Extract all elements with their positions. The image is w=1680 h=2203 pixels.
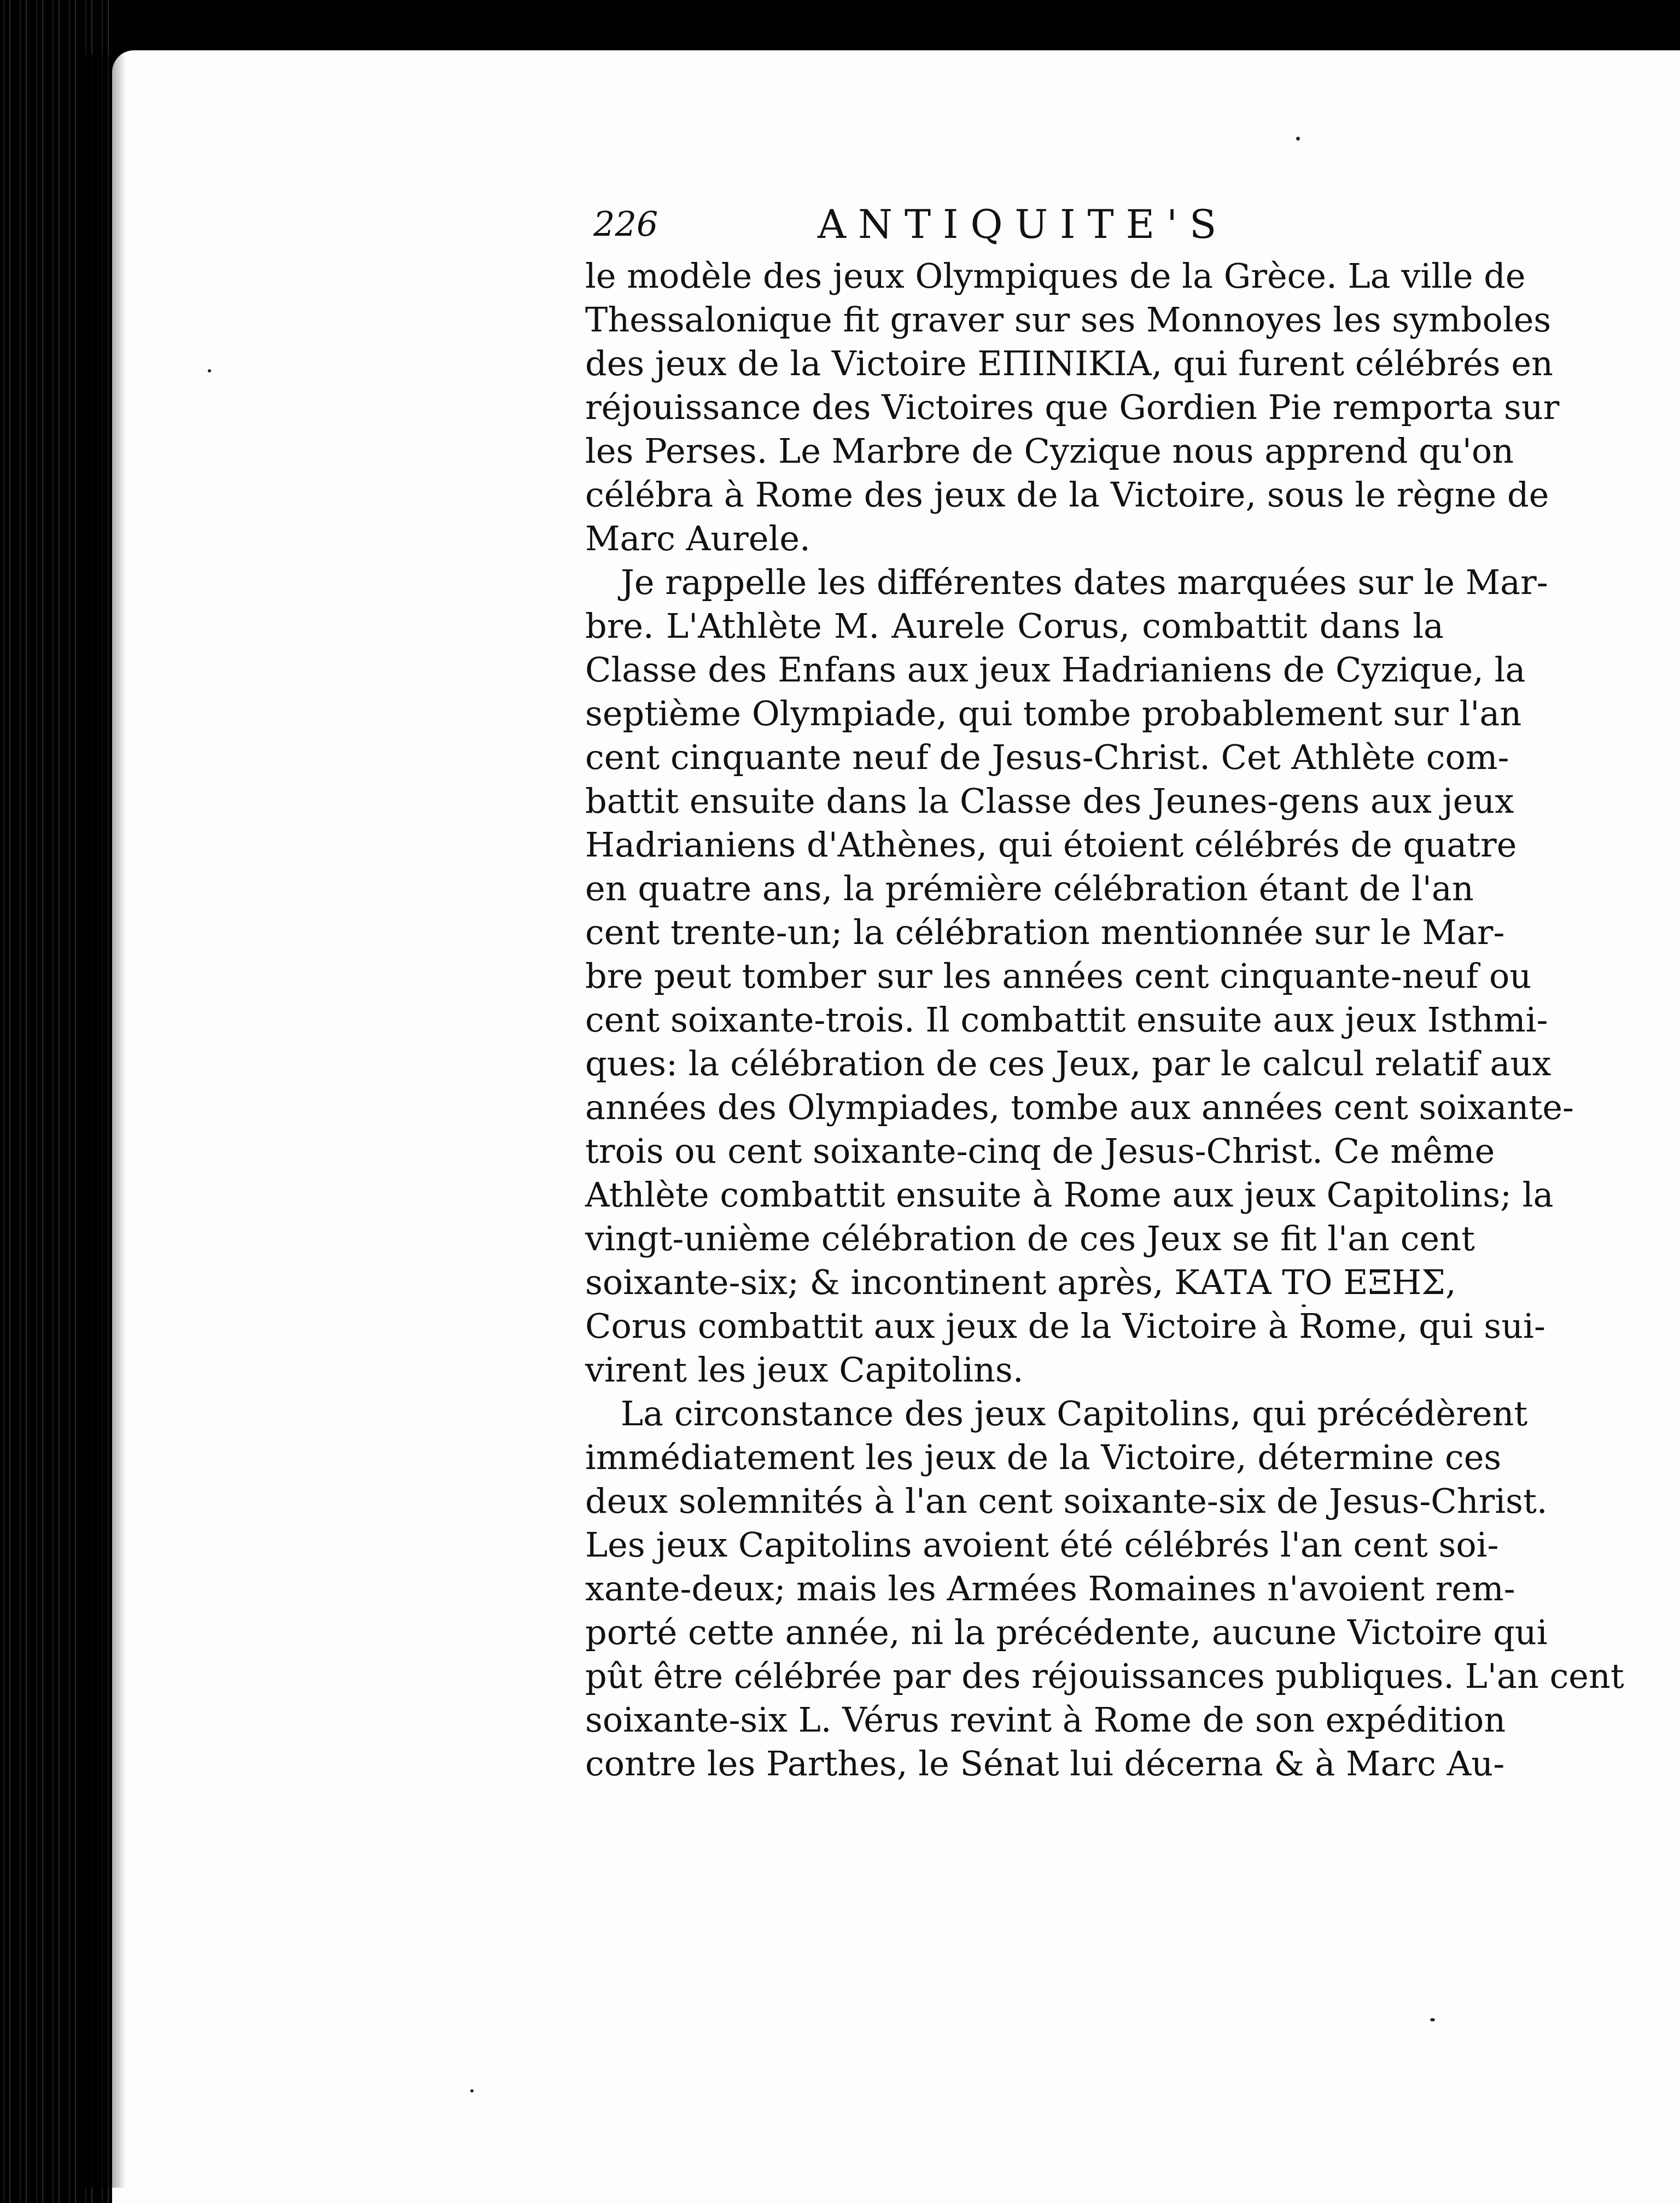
running-head (585, 194, 1444, 254)
text-line: ques: la célébration de ces Jeux, par le calcul relatif aux (585, 1044, 1551, 1083)
text-line: le modèle des jeux Olympiques de la Grèce. La ville de (585, 256, 1526, 296)
text-line: Athlète combattit ensuite à Rome aux jeux Capitolins; la (585, 1175, 1554, 1215)
text-line: des jeux de la Victoire ΕΠΙΝΙΚΙΑ, qui furent célébrés en (585, 343, 1553, 383)
text-line: célébra à Rome des jeux de la Victoire, sous le règne de (585, 475, 1549, 515)
text-line: soixante-six L. Vérus revint à Rome de son expédition (585, 1700, 1506, 1740)
paragraph (585, 1392, 1624, 1786)
text-line: pût être célébrée par des réjouissances publiques. L'an cent (585, 1656, 1624, 1696)
text-line: trois ou cent soixante-cinq de Jesus-Christ. Ce même (585, 1131, 1495, 1171)
dust-speck (1296, 137, 1300, 141)
text-line: deux solemnités à l'an cent soixante-six de Jesus-Christ. (585, 1481, 1548, 1521)
page-number: 226 (593, 204, 658, 244)
dust-speck (1430, 2018, 1435, 2021)
text-line: Classe des Enfans aux jeux Hadrianiens de Cyzique, la (585, 650, 1526, 690)
text-line: immédiatement les jeux de la Victoire, détermine ces (585, 1437, 1502, 1477)
text-line: Hadrianiens d'Athènes, qui étoient célébrés de quatre (585, 825, 1517, 865)
text-line: Thessalonique fit graver sur ses Monnoyes les symboles (585, 300, 1551, 340)
text-line: Marc Aurele. (585, 518, 810, 558)
running-title: ANTIQUITE'S (818, 201, 1229, 247)
text-line: cent soixante-trois. Il combattit ensuite aux jeux Isthmi- (585, 1000, 1548, 1040)
text-line: virent les jeux Capitolins. (585, 1350, 1024, 1390)
paragraph (585, 561, 1574, 1392)
dust-speck (470, 2089, 474, 2093)
text-line: réjouissance des Victoires que Gordien Pie remporta sur (585, 387, 1560, 427)
text-block (585, 194, 1624, 1786)
text-line: Je rappelle les différentes dates marquées sur le Mar- (621, 562, 1548, 602)
text-line: battit ensuite dans la Classe des Jeunes-gens aux jeux (585, 781, 1514, 821)
text-line: Les jeux Capitolins avoient été célébrés l'an cent soi- (585, 1525, 1499, 1565)
text-line: septième Olympiade, qui tombe probablement sur l'an (585, 693, 1522, 733)
text-line: contre les Parthes, le Sénat lui décerna & à Marc Au- (585, 1744, 1505, 1784)
text-line: les Perses. Le Marbre de Cyzique nous apprend qu'on (585, 431, 1514, 471)
text-line: cent trente-un; la célébration mentionnée sur le Mar- (585, 912, 1505, 952)
binding-shadow (82, 55, 126, 2188)
text-line: porté cette année, ni la précédente, aucune Victoire qui (585, 1612, 1548, 1652)
text-line: La circonstance des jeux Capitolins, qui précédèrent (621, 1394, 1528, 1433)
text-line: cent cinquante neuf de Jesus-Christ. Cet Athlète com- (585, 737, 1509, 777)
paragraph (585, 254, 1560, 561)
dust-speck (208, 369, 211, 372)
text-line: bre peut tomber sur les années cent cinquante-neuf ou (585, 956, 1532, 996)
text-line: en quatre ans, la prémière célébration étant de l'an (585, 869, 1474, 908)
text-line: vingt-unième célébration de ces Jeux se fit l'an cent (585, 1219, 1475, 1258)
text-line: soixante-six; & incontinent après, ΚΑΤΑ ΤΟ ΕΞΗΣ, (585, 1262, 1456, 1302)
body-text (585, 254, 1624, 1786)
text-line: bre. L'Athlète M. Aurele Corus, combattit dans la (585, 606, 1444, 646)
text-line: xante-deux; mais les Armées Romaines n'avoient rem- (585, 1569, 1515, 1608)
text-line: Corus combattit aux jeux de la Victoire à Rome, qui sui- (585, 1306, 1545, 1346)
text-line: années des Olympiades, tombe aux années cent soixante- (585, 1087, 1574, 1127)
